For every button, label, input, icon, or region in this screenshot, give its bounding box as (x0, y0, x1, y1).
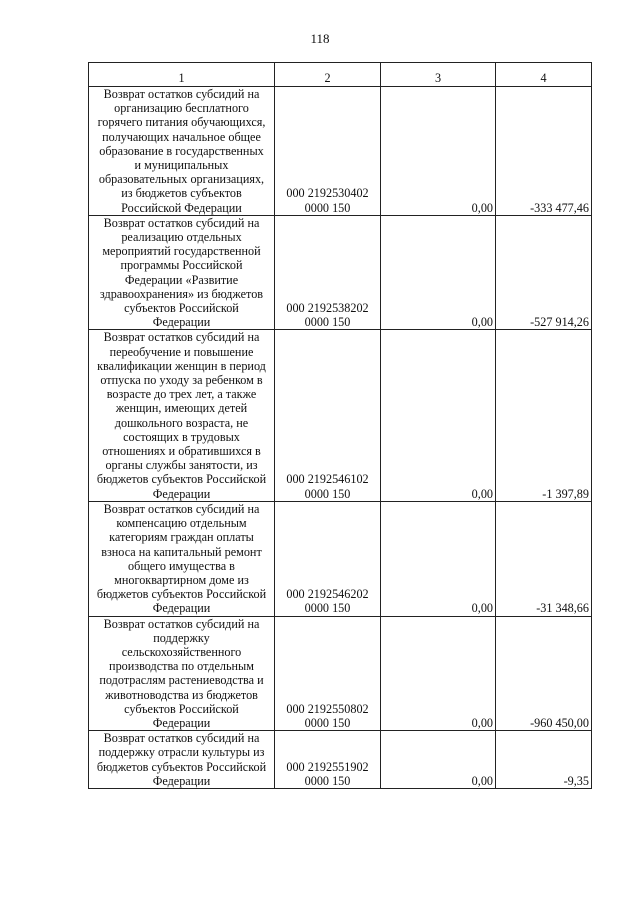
description-line: образование в государственных (99, 143, 264, 158)
amount-column-3: 0,00 (381, 87, 496, 216)
description-line: женщин, имеющих детей (115, 401, 248, 416)
description-line: подотраслям растениеводства и (99, 673, 264, 688)
description-line: Возврат остатков субсидий на (103, 215, 260, 230)
description-line: организацию бесплатного (114, 101, 249, 116)
budget-code-part-2: 0000 150 (304, 715, 351, 730)
table-row (89, 731, 592, 789)
amount-column-3: 0,00 (381, 731, 496, 789)
description-line: поддержку (153, 630, 210, 645)
budget-code-part-1: 000 2192551902 (286, 759, 369, 774)
table-row (89, 87, 592, 216)
description-line: Федерации (152, 773, 211, 788)
table-body (89, 87, 592, 789)
row-description (89, 87, 275, 216)
description-line: субъектов Российской (124, 301, 239, 316)
row-description (89, 616, 275, 731)
description-line: бюджетов субъектов Российской (96, 759, 267, 774)
description-line: бюджетов субъектов Российской (96, 587, 267, 602)
budget-code (275, 731, 381, 789)
budget-code-part-2: 0000 150 (304, 315, 351, 330)
description-line: здравоохранения» из бюджетов (99, 286, 264, 301)
amount-column-3: 0,00 (381, 616, 496, 731)
budget-code (275, 330, 381, 501)
budget-code-part-2: 0000 150 (304, 773, 351, 788)
budget-table (88, 62, 592, 789)
page-number: 118 (310, 31, 330, 46)
description-line: животноводства из бюджетов (105, 687, 258, 702)
column-header-4: 4 (496, 63, 592, 87)
description-line: отпуска по уходу за ребенком в (100, 373, 263, 388)
budget-code-part-2: 0000 150 (304, 200, 351, 215)
description-line: отношениях и обратившихся в (102, 444, 261, 459)
description-line: переобучение и повышение (109, 344, 254, 359)
description-line: из бюджетов субъектов (121, 186, 242, 201)
table-row (89, 616, 592, 731)
row-description (89, 731, 275, 789)
description-line: Федерации (152, 486, 211, 501)
description-line: органы службы занятости, из (105, 458, 258, 473)
description-line: категориям граждан оплаты (109, 530, 254, 545)
description-line: получающих начальное общее (102, 129, 261, 144)
row-description (89, 330, 275, 501)
description-line: реализацию отдельных (121, 230, 242, 245)
description-line: квалификации женщин в период (97, 358, 266, 373)
description-line: взноса на капитальный ремонт (101, 544, 262, 559)
amount-column-3: 0,00 (381, 501, 496, 616)
row-description (89, 501, 275, 616)
budget-code (275, 215, 381, 330)
amount-column-3: 0,00 (381, 330, 496, 501)
description-line: состоящих в трудовых (123, 429, 240, 444)
description-line: дошкольного возраста, не (114, 415, 249, 430)
amount-column-3: 0,00 (381, 215, 496, 330)
budget-code (275, 87, 381, 216)
description-line: производства по отдельным (109, 659, 254, 674)
budget-code-part-2: 0000 150 (304, 601, 351, 616)
description-line: Федерации (152, 715, 211, 730)
budget-code-part-2: 0000 150 (304, 486, 351, 501)
column-header-3: 3 (381, 63, 496, 87)
description-line: Возврат остатков субсидий на (103, 87, 260, 101)
description-line: возрасте до трех лет, а также (106, 387, 257, 402)
description-line: Федерации «Развитие (124, 272, 239, 287)
description-line: Федерации (152, 315, 211, 330)
amount-column-4: -9,35 (496, 731, 592, 789)
column-header-1: 1 (89, 63, 275, 87)
description-line: поддержку отрасли культуры из (98, 745, 265, 760)
row-description (89, 215, 275, 330)
table-row (89, 330, 592, 501)
budget-code (275, 501, 381, 616)
description-line: мероприятий государственной (102, 244, 261, 259)
amount-column-4: -960 450,00 (496, 616, 592, 731)
description-line: Возврат остатков субсидий на (103, 330, 260, 345)
table-row (89, 215, 592, 330)
amount-column-4: -333 477,46 (496, 87, 592, 216)
budget-code-part-1: 000 2192550802 (286, 701, 369, 716)
table-row (89, 501, 592, 616)
budget-code-part-1: 000 2192530402 (286, 186, 369, 201)
description-line: Федерации (152, 601, 211, 616)
budget-code (275, 616, 381, 731)
description-line: Возврат остатков субсидий на (103, 731, 260, 746)
description-line: и муниципальных (134, 158, 229, 173)
budget-code-part-1: 000 2192538202 (286, 301, 369, 316)
description-line: Возврат остатков субсидий на (103, 616, 260, 631)
description-line: Возврат остатков субсидий на (103, 501, 260, 516)
budget-code-part-1: 000 2192546102 (286, 472, 369, 487)
description-line: горячего питания обучающихся, (97, 115, 266, 130)
column-header-2: 2 (275, 63, 381, 87)
budget-code-part-1: 000 2192546202 (286, 587, 369, 602)
table-header-row (89, 63, 592, 87)
description-line: Российской Федерации (121, 200, 242, 215)
amount-column-4: -1 397,89 (496, 330, 592, 501)
amount-column-4: -31 348,66 (496, 501, 592, 616)
description-line: бюджетов субъектов Российской (96, 472, 267, 487)
description-line: многоквартирном доме из (114, 572, 249, 587)
description-line: сельскохозяйственного (121, 644, 242, 659)
description-line: образовательных организациях, (98, 172, 265, 187)
amount-column-4: -527 914,26 (496, 215, 592, 330)
description-line: программы Российской (120, 258, 243, 273)
description-line: субъектов Российской (124, 701, 239, 716)
description-line: компенсацию отдельным (116, 516, 247, 531)
description-line: общего имущества в (128, 558, 235, 573)
